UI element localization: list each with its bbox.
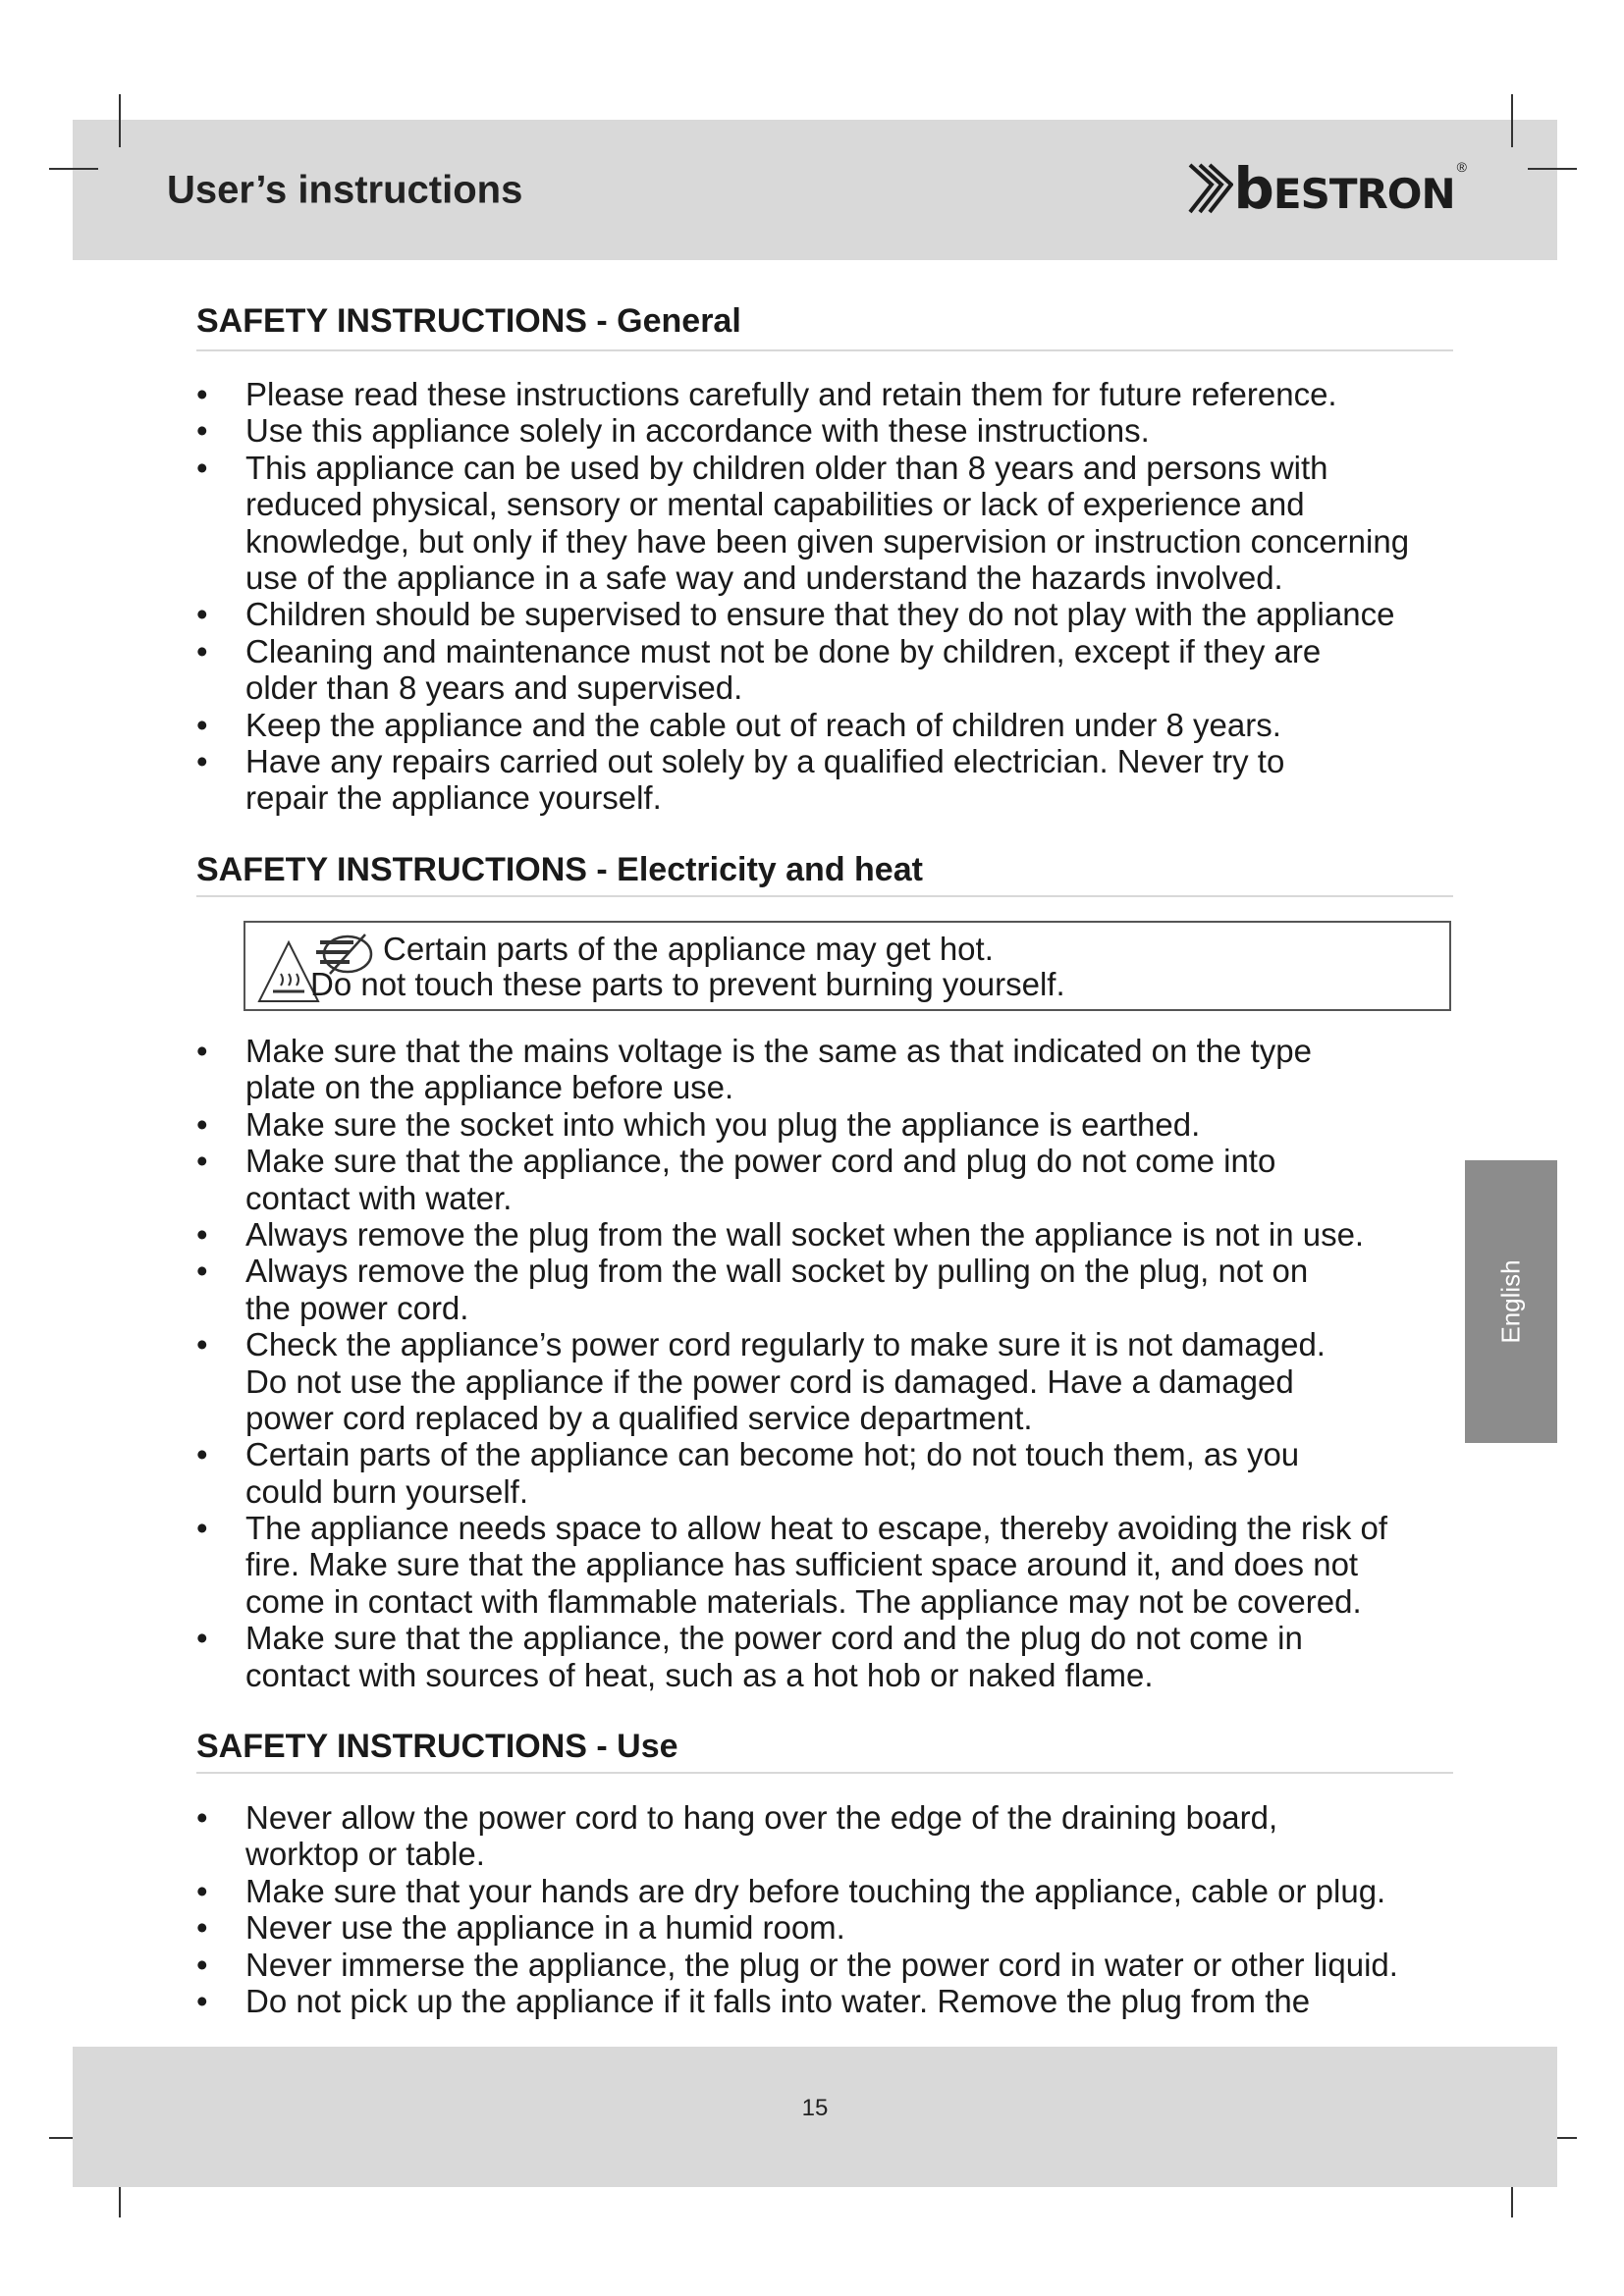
item-text: Never use the appliance in a humid room. [245, 1909, 845, 1947]
item-text: could burn yourself. [245, 1472, 528, 1510]
bullet-icon: • [196, 1033, 208, 1069]
bullet-icon: • [196, 1909, 208, 1947]
bullet-icon: • [196, 376, 208, 412]
item-text: Have any repairs carried out solely by a qualified electrician. Never try to [245, 742, 1285, 779]
divider [196, 895, 1453, 897]
bullet-icon: • [196, 1510, 208, 1547]
language-tab-label: English [1495, 1259, 1526, 1344]
electricity-instructions-list [196, 1033, 1512, 1693]
text-line [196, 743, 1512, 779]
divider [196, 1772, 1453, 1774]
item-text: Keep the appliance and the cable out of reach of children under 8 years. [245, 706, 1281, 743]
section-heading-general: SAFETY INSTRUCTIONS - General [196, 302, 741, 340]
list-item [196, 1033, 1512, 1106]
text-line [196, 1180, 1512, 1216]
text-line [196, 523, 1512, 560]
bullet-icon: • [196, 1620, 208, 1657]
bullet-icon: • [196, 1946, 208, 1983]
hot-surface-warning-box [244, 921, 1451, 1011]
text-line [196, 486, 1512, 522]
bullet-icon: • [196, 632, 208, 669]
crop-mark [49, 168, 98, 170]
item-text: power cord replaced by a qualified service department. [245, 1399, 1033, 1436]
crop-mark [1511, 94, 1513, 147]
item-text: contact with sources of heat, such as a hot hob or naked flame. [245, 1656, 1154, 1693]
bullet-icon: • [196, 1215, 208, 1253]
item-text: Never immerse the appliance, the plug or the power cord in water or other liquid. [245, 1946, 1398, 1983]
bullet-icon: • [196, 1253, 208, 1290]
warning-line-2: Do not touch these parts to prevent burning yourself. [310, 966, 1065, 1002]
item-text: Always remove the plug from the wall socket when the appliance is not in use. [245, 1215, 1365, 1253]
item-text: Check the appliance’s power cord regularly to make sure it is not damaged. [245, 1326, 1326, 1363]
list-item [196, 1436, 1512, 1510]
list-item [196, 1620, 1512, 1693]
section-heading-use: SAFETY INSTRUCTIONS - Use [196, 1728, 678, 1765]
item-text: Children should be supervised to ensure that they do not play with the appliance [245, 596, 1395, 633]
text-line [196, 1657, 1512, 1693]
registered-mark: ® [1456, 159, 1467, 175]
list-item [196, 412, 1512, 449]
bullet-icon: • [196, 1799, 208, 1836]
text-line [196, 779, 1512, 816]
bullet-icon: • [196, 1143, 208, 1180]
bullet-icon: • [196, 1872, 208, 1909]
text-line [196, 1510, 1512, 1546]
item-text: repair the appliance yourself. [245, 779, 662, 817]
item-text: Cleaning and maintenance must not be done by children, except if they are [245, 632, 1322, 669]
text-line [196, 1106, 1512, 1143]
list-item [196, 1947, 1512, 1983]
item-text: Certain parts of the appliance can become hot; do not touch them, as you [245, 1436, 1300, 1473]
text-line [196, 1546, 1512, 1582]
bullet-icon: • [196, 1436, 208, 1473]
list-item [196, 1983, 1512, 2019]
text-line [196, 1873, 1512, 1909]
text-line [196, 412, 1512, 449]
item-text: The appliance needs space to allow heat to escape, thereby avoiding the risk of [245, 1510, 1388, 1547]
list-item [196, 450, 1512, 597]
item-text: Make sure that the mains voltage is the same as that indicated on the type [245, 1033, 1312, 1069]
text-line [196, 1473, 1512, 1510]
list-item [196, 1216, 1512, 1253]
text-line [196, 1909, 1512, 1946]
section-heading-electricity: SAFETY INSTRUCTIONS - Electricity and heat [196, 851, 923, 888]
text-line [196, 376, 1512, 412]
bullet-icon: • [196, 596, 208, 633]
list-item [196, 1510, 1512, 1620]
item-text: Please read these instructions carefully and retain them for future reference. [245, 376, 1337, 412]
general-instructions-list [196, 376, 1512, 817]
list-item [196, 1106, 1512, 1143]
text-line [196, 1983, 1512, 2019]
text-line [196, 1620, 1512, 1656]
bullet-icon: • [196, 412, 208, 450]
item-text: Always remove the plug from the wall socket by pulling on the plug, not on [245, 1253, 1309, 1290]
list-item [196, 376, 1512, 412]
page-number: 15 [801, 2095, 829, 2121]
list-item [196, 707, 1512, 743]
text-line [196, 1253, 1512, 1289]
text-line [196, 1216, 1512, 1253]
text-line [196, 1363, 1512, 1400]
page-header [73, 120, 1557, 260]
item-text: fire. Make sure that the appliance has sufficient space around it, and does not [245, 1546, 1359, 1583]
list-item [196, 1799, 1512, 1873]
item-text: Make sure that your hands are dry before touching the appliance, cable or plug. [245, 1872, 1386, 1909]
list-item [196, 743, 1512, 817]
bullet-icon: • [196, 1982, 208, 2019]
warning-line-1: Certain parts of the appliance may get hot. [383, 931, 994, 967]
text-line [196, 1947, 1512, 1983]
list-item [196, 596, 1512, 632]
item-text: This appliance can be used by children older than 8 years and persons with [245, 449, 1328, 486]
item-text: Do not pick up the appliance if it falls into water. Remove the plug from the [245, 1982, 1311, 2019]
text-line [196, 1290, 1512, 1326]
item-text: knowledge, but only if they have been given supervision or instruction concerning [245, 522, 1410, 560]
text-line [196, 1400, 1512, 1436]
item-text: Do not use the appliance if the power cord is damaged. Have a damaged [245, 1362, 1294, 1400]
item-text: the power cord. [245, 1289, 469, 1326]
bullet-icon: • [196, 706, 208, 743]
bullet-icon: • [196, 1105, 208, 1143]
bullet-icon: • [196, 1326, 208, 1363]
page-footer [73, 2047, 1557, 2187]
list-item [196, 1143, 1512, 1216]
list-item [196, 1873, 1512, 1909]
crop-mark [119, 94, 121, 147]
chevron-logo-icon [1188, 161, 1233, 216]
text-line [196, 1583, 1512, 1620]
item-text: use of the appliance in a safe way and understand the hazards involved. [245, 559, 1283, 596]
logo-wordmark: bESTRON [1233, 155, 1455, 222]
text-line [196, 1436, 1512, 1472]
item-text: come in contact with flammable materials. The appliance may not be covered. [245, 1582, 1362, 1620]
list-item [196, 633, 1512, 707]
text-line [196, 707, 1512, 743]
bullet-icon: • [196, 742, 208, 779]
crop-mark [1528, 168, 1577, 170]
list-item [196, 1326, 1512, 1436]
text-line [196, 1799, 1512, 1836]
language-tab-english[interactable] [1465, 1160, 1557, 1443]
list-item [196, 1909, 1512, 1946]
text-line [196, 669, 1512, 706]
item-text: contact with water. [245, 1179, 513, 1216]
item-text: Make sure that the appliance, the power cord and the plug do not come in [245, 1620, 1303, 1657]
item-text: older than 8 years and supervised. [245, 669, 743, 707]
bestron-logo [1188, 149, 1467, 228]
item-text: Use this appliance solely in accordance with these instructions. [245, 412, 1150, 450]
text-line [196, 560, 1512, 596]
page-title: User’s instructions [167, 168, 523, 212]
item-text: plate on the appliance before use. [245, 1069, 734, 1106]
text-line [196, 1326, 1512, 1362]
bullet-icon: • [196, 449, 208, 486]
text-line [196, 1069, 1512, 1105]
text-line [196, 1033, 1512, 1069]
item-text: Make sure the socket into which you plug the appliance is earthed. [245, 1105, 1201, 1143]
divider [196, 349, 1453, 351]
text-line [196, 596, 1512, 632]
item-text: Never allow the power cord to hang over the edge of the draining board, [245, 1799, 1278, 1836]
item-text: reduced physical, sensory or mental capabilities or lack of experience and [245, 486, 1305, 523]
text-line [196, 1143, 1512, 1179]
list-item [196, 1253, 1512, 1326]
text-line [196, 633, 1512, 669]
item-text: Make sure that the appliance, the power cord and plug do not come into [245, 1143, 1276, 1180]
use-instructions-list [196, 1799, 1512, 2019]
text-line [196, 1836, 1512, 1872]
text-line [196, 450, 1512, 486]
item-text: worktop or table. [245, 1836, 485, 1873]
